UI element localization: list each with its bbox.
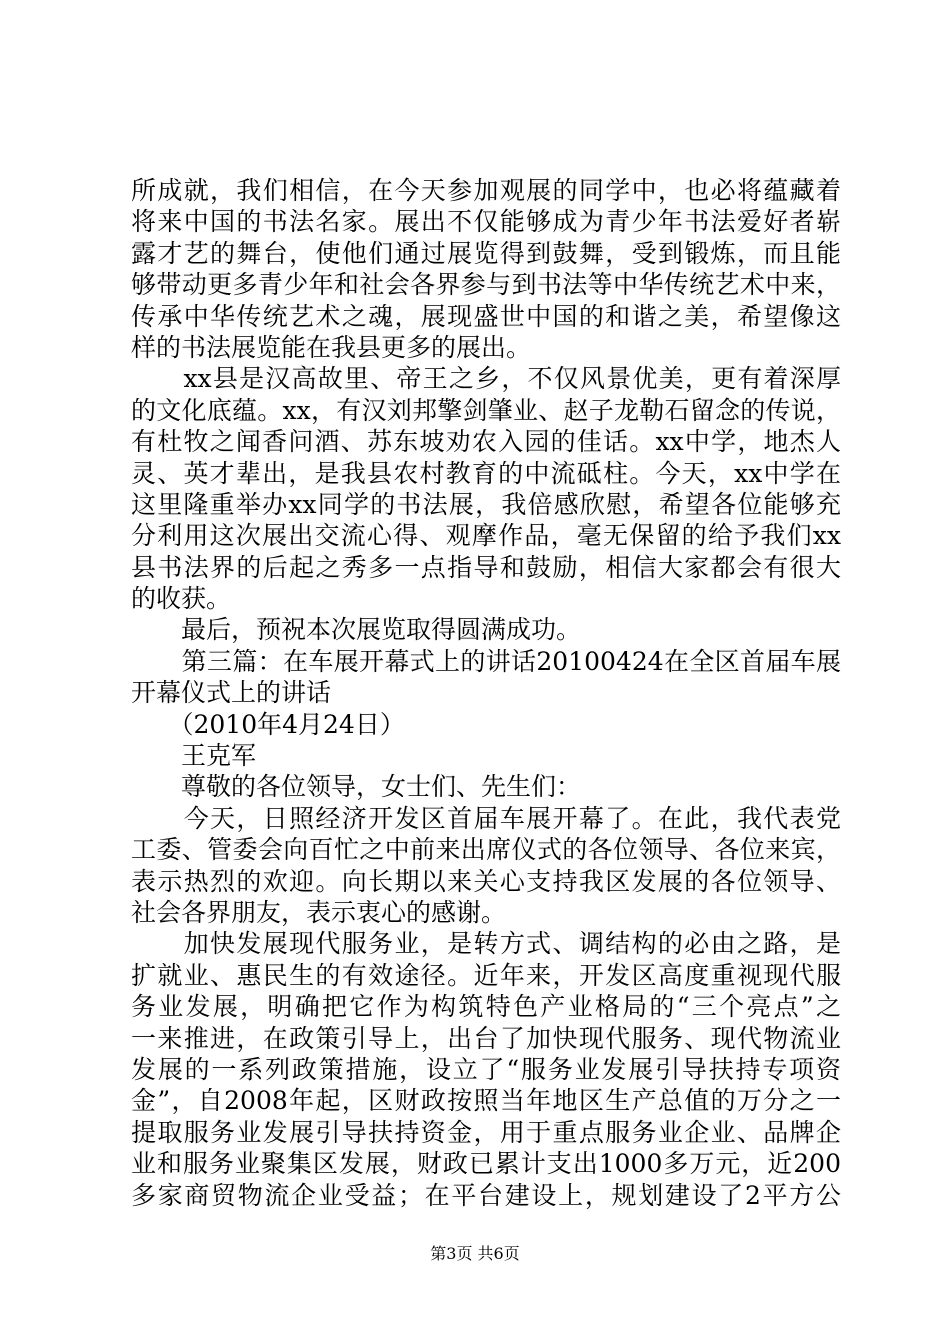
text-line: 样的书法展览能在我县更多的展出。: [131, 332, 532, 362]
page-footer: 第3页 共6页: [430, 1244, 520, 1263]
text-line: 的文化底蕴。xx，有汉刘邦擎剑肇业、赵子龙勒石留念的传说，: [131, 395, 841, 425]
text-line: 灵、英才辈出，是我县农村教育的中流砥柱。今天，xx中学在: [131, 458, 841, 488]
text-line: 王克军: [131, 741, 257, 771]
text-line: 最后，预祝本次展览取得圆满成功。: [131, 615, 582, 645]
text-line: 所成就，我们相信，在今天参加观展的同学中，也必将蕴藏着: [131, 176, 841, 205]
text-line: 社会各界朋友，表示衷心的感谢。: [131, 897, 507, 927]
text-line: 扩就业、惠民生的有效途径。近年来，开发区高度重视现代服: [131, 960, 841, 990]
text-line: 工委、管委会向百忙之中前来出席仪式的各位领导、各位来宾，: [131, 835, 841, 865]
text-line: 传承中华传统艺术之魂，展现盛世中国的和谐之美，希望像这: [131, 301, 841, 331]
text-line: 第三篇：在车展开幕式上的讲话20100424在全区首届车展: [131, 646, 841, 676]
text-line: 的收获。: [131, 584, 232, 614]
document-body: [131, 175, 841, 1211]
text-line: 这里隆重举办xx同学的书法展，我倍感欣慰，希望各位能够充: [131, 489, 841, 519]
text-line: 今天，日照经济开发区首届车展开幕了。在此，我代表党: [131, 803, 841, 833]
text-line: 加快发展现代服务业，是转方式、调结构的必由之路，是: [131, 929, 841, 959]
text-line: 将来中国的书法名家。展出不仅能够成为青少年书法爱好者崭: [131, 207, 841, 237]
text-line: 露才艺的舞台，使他们通过展览得到鼓舞，受到锻炼，而且能: [131, 238, 841, 268]
text-line: 有杜牧之闻香问酒、苏东坡劝农入园的佳话。xx中学，地杰人: [131, 427, 841, 457]
text-line: 金”，自2008年起，区财政按照当年地区生产总值的万分之一: [131, 1086, 841, 1116]
text-line: （2010年4月24日）: [131, 709, 405, 739]
text-line: 表示热烈的欢迎。向长期以来关心支持我区发展的各位领导、: [131, 866, 841, 896]
text-line: 务业发展，明确把它作为构筑特色产业格局的“三个亮点”之: [131, 992, 841, 1022]
text-line: 业和服务业聚集区发展，财政已累计支出1000多万元，近200: [131, 1149, 841, 1179]
text-line: 发展的一系列政策措施，设立了“服务业发展引导扶持专项资: [131, 1054, 841, 1084]
text-line: xx县是汉高故里、帝王之乡，不仅风景优美，更有着深厚: [131, 364, 841, 394]
text-line: 开幕仪式上的讲话: [131, 678, 332, 708]
text-line: 分利用这次展出交流心得、观摩作品，毫无保留的给予我们xx: [131, 521, 841, 551]
text-line: 尊敬的各位领导，女士们、先生们：: [131, 772, 582, 802]
text-line: 一来推进，在政策引导上，出台了加快现代服务、现代物流业: [131, 1023, 841, 1053]
text-line: 提取服务业发展引导扶持资金，用于重点服务业企业、品牌企: [131, 1117, 841, 1147]
text-line: 多家商贸物流企业受益；在平台建设上，规划建设了2平方公: [131, 1180, 841, 1210]
text-line: 够带动更多青少年和社会各界参与到书法等中华传统艺术中来，: [131, 270, 841, 300]
text-line: 县书法界的后起之秀多一点指导和鼓励，相信大家都会有很大: [131, 552, 841, 582]
